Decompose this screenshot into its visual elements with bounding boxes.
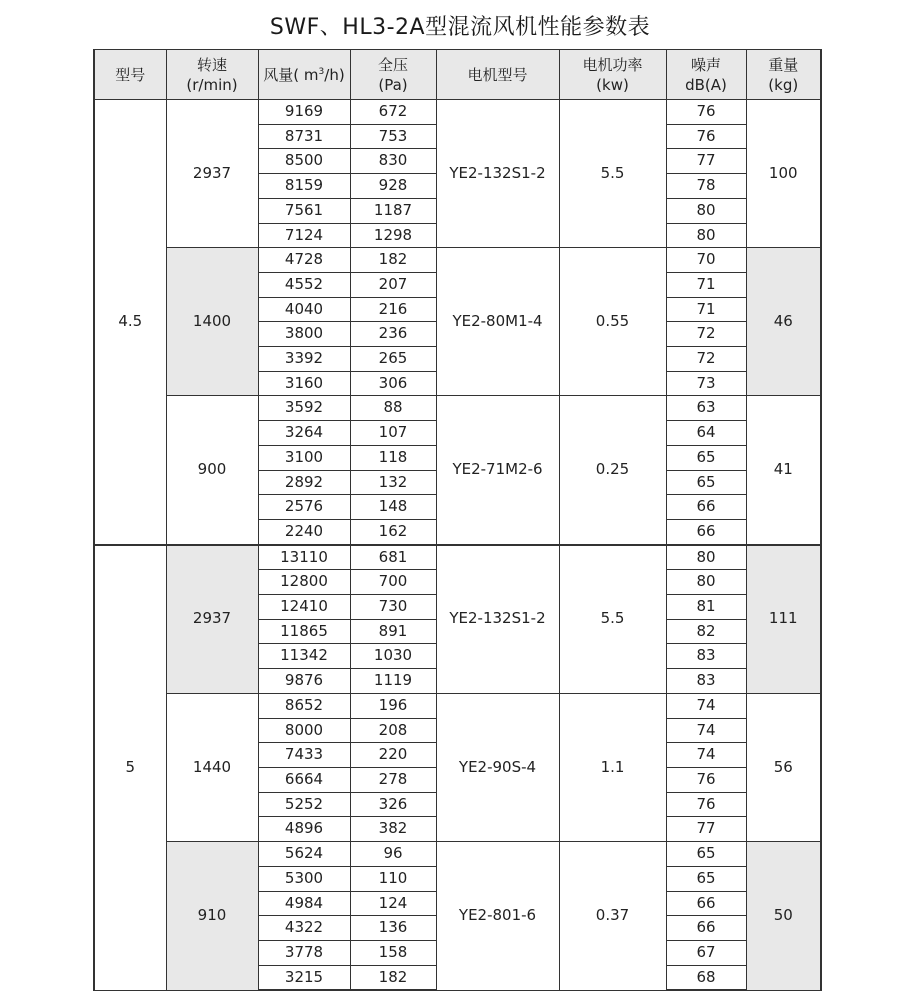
motor-power-cell: 5.5: [559, 100, 666, 248]
noise-cell: 78: [666, 174, 746, 199]
pressure-cell: 306: [350, 371, 436, 396]
pressure-cell: 730: [350, 595, 436, 620]
airflow-cell: 5624: [258, 842, 350, 867]
airflow-cell: 12800: [258, 570, 350, 595]
noise-cell: 77: [666, 149, 746, 174]
airflow-cell: 4984: [258, 891, 350, 916]
pressure-cell: 753: [350, 124, 436, 149]
airflow-cell: 5300: [258, 866, 350, 891]
pressure-cell: 148: [350, 495, 436, 520]
airflow-cell: 2576: [258, 495, 350, 520]
noise-cell: 77: [666, 817, 746, 842]
pressure-cell: 220: [350, 743, 436, 768]
airflow-cell: 4728: [258, 248, 350, 273]
airflow-cell: 4040: [258, 297, 350, 322]
airflow-cell: 3100: [258, 445, 350, 470]
noise-cell: 72: [666, 347, 746, 372]
noise-cell: 72: [666, 322, 746, 347]
noise-cell: 66: [666, 891, 746, 916]
airflow-cell: 7124: [258, 223, 350, 248]
noise-cell: 64: [666, 421, 746, 446]
airflow-cell: 3592: [258, 396, 350, 421]
motor-power-cell: 0.25: [559, 396, 666, 545]
noise-cell: 82: [666, 619, 746, 644]
pressure-cell: 208: [350, 718, 436, 743]
model-cell: 4.5: [94, 100, 166, 545]
header-row: [94, 50, 821, 100]
airflow-cell: 3160: [258, 371, 350, 396]
weight-cell: 100: [746, 100, 821, 248]
motor-model-cell: YE2-90S-4: [436, 693, 559, 841]
pressure-cell: 136: [350, 916, 436, 941]
table-row: [94, 842, 821, 867]
pressure-cell: 162: [350, 519, 436, 544]
airflow-cell: 9876: [258, 669, 350, 694]
noise-cell: 66: [666, 519, 746, 544]
table-row: [94, 545, 821, 570]
pressure-cell: 1119: [350, 669, 436, 694]
noise-cell: 74: [666, 693, 746, 718]
header-weight: 重量 (kg): [746, 50, 821, 100]
pressure-cell: 1187: [350, 198, 436, 223]
noise-cell: 66: [666, 495, 746, 520]
header-motor-power: 电机功率 (kw): [559, 50, 666, 100]
noise-cell: 83: [666, 669, 746, 694]
noise-cell: 73: [666, 371, 746, 396]
speed-cell: 1440: [166, 693, 258, 841]
airflow-cell: 12410: [258, 595, 350, 620]
motor-model-cell: YE2-71M2-6: [436, 396, 559, 545]
airflow-cell: 8500: [258, 149, 350, 174]
motor-power-cell: 1.1: [559, 693, 666, 841]
table-row: [94, 396, 821, 421]
speed-cell: 1400: [166, 248, 258, 396]
noise-cell: 80: [666, 570, 746, 595]
noise-cell: 76: [666, 124, 746, 149]
motor-model-cell: YE2-80M1-4: [436, 248, 559, 396]
header-airflow: 风量( $m^3/h$): [258, 50, 350, 100]
noise-cell: 65: [666, 842, 746, 867]
airflow-cell: 13110: [258, 545, 350, 570]
airflow-cell: 6664: [258, 767, 350, 792]
noise-cell: 76: [666, 100, 746, 125]
noise-cell: 65: [666, 445, 746, 470]
noise-cell: 71: [666, 272, 746, 297]
noise-cell: 76: [666, 767, 746, 792]
pressure-cell: 158: [350, 940, 436, 965]
pressure-cell: 216: [350, 297, 436, 322]
airflow-cell: 7561: [258, 198, 350, 223]
speed-cell: 900: [166, 396, 258, 545]
speed-cell: 2937: [166, 545, 258, 694]
airflow-cell: 3264: [258, 421, 350, 446]
noise-cell: 66: [666, 916, 746, 941]
header-motor-model: 电机型号: [436, 50, 559, 100]
noise-cell: 63: [666, 396, 746, 421]
pressure-cell: 278: [350, 767, 436, 792]
noise-cell: 65: [666, 470, 746, 495]
noise-cell: 83: [666, 644, 746, 669]
noise-cell: 74: [666, 743, 746, 768]
noise-cell: 76: [666, 792, 746, 817]
airflow-cell: 8731: [258, 124, 350, 149]
airflow-cell: 4896: [258, 817, 350, 842]
table-row: [94, 100, 821, 125]
airflow-cell: 9169: [258, 100, 350, 125]
airflow-cell: 3215: [258, 965, 350, 990]
motor-power-cell: 5.5: [559, 545, 666, 694]
pressure-cell: 1298: [350, 223, 436, 248]
pressure-cell: 107: [350, 421, 436, 446]
weight-cell: 56: [746, 693, 821, 841]
noise-cell: 80: [666, 223, 746, 248]
table-row: [94, 248, 821, 273]
noise-cell: 80: [666, 545, 746, 570]
noise-cell: 74: [666, 718, 746, 743]
airflow-cell: 11342: [258, 644, 350, 669]
header-pressure: 全压 (Pa): [350, 50, 436, 100]
pressure-cell: 830: [350, 149, 436, 174]
pressure-cell: 182: [350, 965, 436, 990]
noise-cell: 68: [666, 965, 746, 990]
table-body: [94, 100, 821, 991]
pressure-cell: 1030: [350, 644, 436, 669]
motor-power-cell: 0.55: [559, 248, 666, 396]
airflow-cell: 4322: [258, 916, 350, 941]
airflow-cell: 8159: [258, 174, 350, 199]
noise-cell: 67: [666, 940, 746, 965]
model-cell: 5: [94, 545, 166, 991]
header-speed: 转速 (r/min): [166, 50, 258, 100]
motor-power-cell: 0.37: [559, 842, 666, 991]
motor-model-cell: YE2-132S1-2: [436, 545, 559, 694]
airflow-cell: 11865: [258, 619, 350, 644]
page-title: SWF、HL3-2A型混流风机性能参数表: [269, 15, 651, 40]
airflow-cell: 4552: [258, 272, 350, 297]
fan-performance-table: [93, 49, 822, 991]
speed-cell: 2937: [166, 100, 258, 248]
noise-cell: 70: [666, 248, 746, 273]
pressure-cell: 672: [350, 100, 436, 125]
weight-cell: 46: [746, 248, 821, 396]
airflow-cell: 8652: [258, 693, 350, 718]
pressure-cell: 110: [350, 866, 436, 891]
weight-cell: 50: [746, 842, 821, 991]
pressure-cell: 207: [350, 272, 436, 297]
weight-cell: 41: [746, 396, 821, 545]
pressure-cell: 182: [350, 248, 436, 273]
motor-model-cell: YE2-132S1-2: [436, 100, 559, 248]
pressure-cell: 96: [350, 842, 436, 867]
airflow-cell: 2892: [258, 470, 350, 495]
motor-model-cell: YE2-801-6: [436, 842, 559, 991]
pressure-cell: 681: [350, 545, 436, 570]
airflow-cell: 7433: [258, 743, 350, 768]
header-model: 型号: [94, 50, 166, 100]
pressure-cell: 196: [350, 693, 436, 718]
noise-cell: 71: [666, 297, 746, 322]
weight-cell: 111: [746, 545, 821, 694]
pressure-cell: 132: [350, 470, 436, 495]
pressure-cell: 382: [350, 817, 436, 842]
table-row: [94, 693, 821, 718]
pressure-cell: 124: [350, 891, 436, 916]
pressure-cell: 928: [350, 174, 436, 199]
airflow-cell: 8000: [258, 718, 350, 743]
airflow-cell: 2240: [258, 519, 350, 544]
airflow-cell: 3392: [258, 347, 350, 372]
pressure-cell: 118: [350, 445, 436, 470]
noise-cell: 81: [666, 595, 746, 620]
airflow-cell: 3778: [258, 940, 350, 965]
pressure-cell: 236: [350, 322, 436, 347]
pressure-cell: 700: [350, 570, 436, 595]
header-noise: 噪声 dB(A): [666, 50, 746, 100]
airflow-cell: 3800: [258, 322, 350, 347]
pressure-cell: 891: [350, 619, 436, 644]
noise-cell: 80: [666, 198, 746, 223]
noise-cell: 65: [666, 866, 746, 891]
airflow-cell: 5252: [258, 792, 350, 817]
pressure-cell: 265: [350, 347, 436, 372]
pressure-cell: 88: [350, 396, 436, 421]
speed-cell: 910: [166, 842, 258, 991]
pressure-cell: 326: [350, 792, 436, 817]
